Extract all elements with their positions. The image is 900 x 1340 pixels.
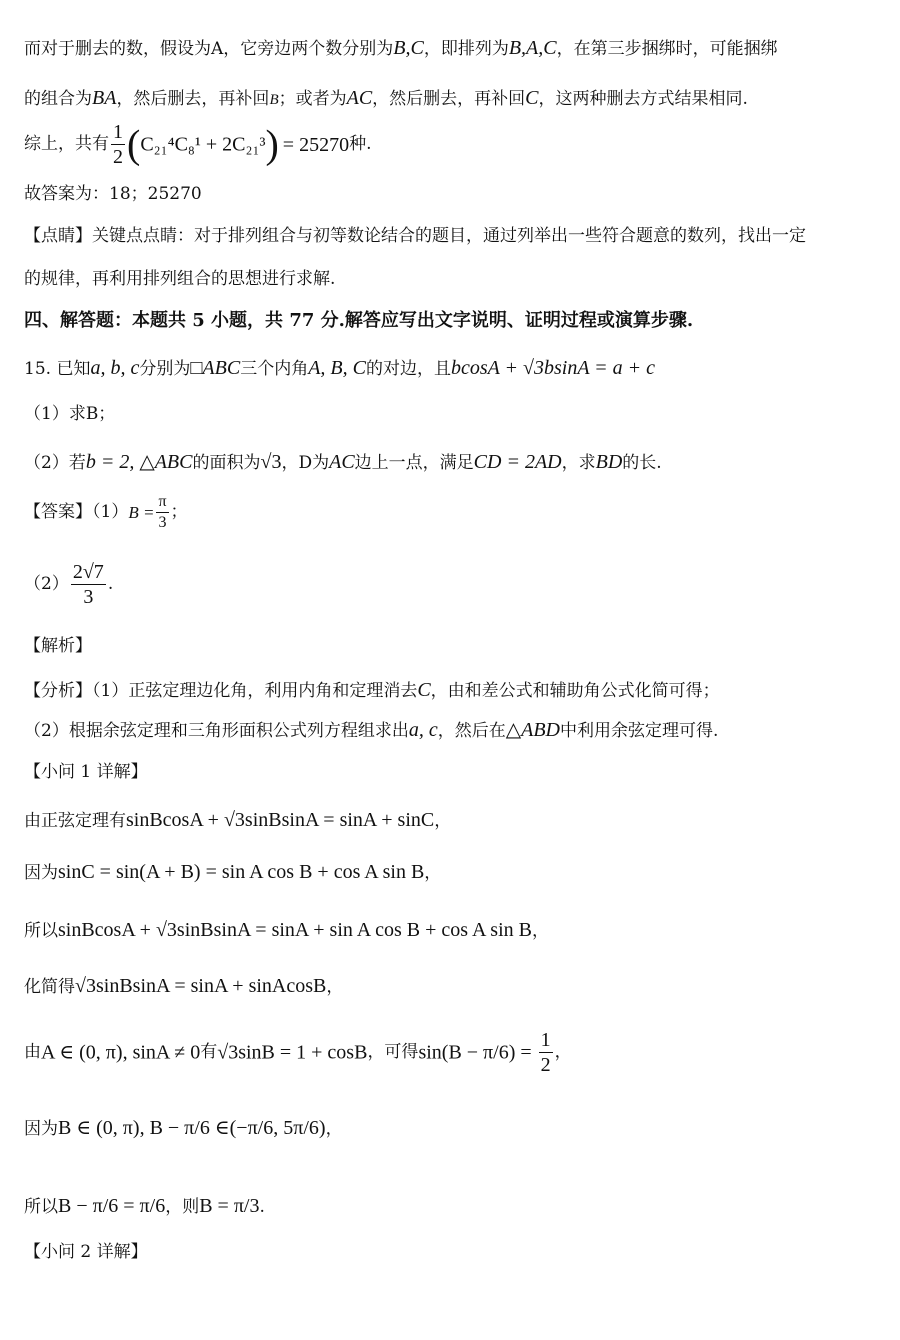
- text: 由正弦定理有: [24, 811, 126, 831]
- text: ，: [325, 1119, 343, 1139]
- math-condition: B ∈ (0, π), B − π/6 ∈: [58, 1117, 230, 1139]
- answer-label: （2）: [24, 574, 69, 594]
- numerator: 1: [540, 1029, 551, 1051]
- section-title: 四、解答题：本题共 5 小题，共 77 分.解答应写出文字说明、证明过程或演算步骤.: [24, 310, 694, 331]
- math-ac: AC: [346, 87, 373, 109]
- text: 因为: [24, 1119, 58, 1139]
- math-condition: A ∈ (0, π), sinA ≠ 0: [41, 1041, 201, 1064]
- math-angles: A, B, C: [308, 357, 366, 379]
- text: 分别为: [139, 359, 191, 379]
- text: （2）根据余弦定理和三角形面积公式列方程组求出: [24, 721, 409, 741]
- subsection-1-heading: 【小问 1 详解】: [24, 762, 148, 782]
- text: 有: [200, 1042, 218, 1062]
- text: 的长.: [622, 453, 662, 473]
- analysis-1: [24, 680, 720, 700]
- math-result: = 25270: [282, 133, 350, 156]
- text: （2）若: [24, 453, 86, 473]
- math-bc: B,C: [393, 37, 424, 59]
- text: ，则: [165, 1197, 200, 1217]
- paren-left: (: [127, 121, 141, 167]
- text: ，可得: [367, 1042, 419, 1062]
- math-ba: BA: [92, 87, 117, 109]
- math-equation: bcosA + √3bsinA = a + c: [450, 357, 656, 379]
- paren-right: ): [265, 121, 279, 167]
- question-15-part-1: （1）求B；: [24, 404, 116, 424]
- answer-part-2: [24, 562, 113, 607]
- denominator: 2: [113, 146, 123, 168]
- solution-step-6: [24, 1118, 343, 1138]
- text: 的面积为: [192, 453, 261, 473]
- text: 三个内角: [240, 359, 309, 379]
- text: 所以: [24, 1197, 58, 1217]
- math-condition: b = 2, △ABC: [85, 451, 193, 473]
- math-equation: sinBcosA + √3sinBsinA = sinA + sinC: [126, 809, 435, 831]
- text: ，: [434, 811, 452, 831]
- solution-step-2: [24, 862, 441, 882]
- answer-line: 故答案为：18；25270: [24, 184, 202, 204]
- text: ，: [554, 1042, 572, 1062]
- text: 的对边，且: [365, 359, 451, 379]
- math-triangle: △ABD: [505, 719, 560, 741]
- solution-step-3: [24, 920, 549, 940]
- solution-step-4: [24, 976, 343, 996]
- denominator: 3: [158, 514, 167, 531]
- text: ，由和差公式和辅助角公式化简可得；: [430, 681, 720, 701]
- math-area: √3: [260, 451, 282, 473]
- math-lhs: B =: [128, 503, 155, 522]
- math-equation: sinBcosA + √3sinBsinA = sinA + sin A cos B + cos A sin B: [58, 919, 532, 941]
- fraction: [71, 562, 106, 607]
- question-15-part-2: [24, 452, 662, 472]
- text: ，求: [561, 453, 596, 473]
- text: 所以: [24, 921, 58, 941]
- text: 的组合为: [24, 89, 92, 109]
- math-cd: CD = 2AD: [473, 451, 562, 473]
- text: ，在第三步捆绑时，可能捆绑: [556, 39, 778, 59]
- math-ac: AC: [329, 451, 355, 473]
- math-lhs: sin(B − π/6): [418, 1041, 516, 1064]
- key-point-line-1: 【点睛】关键点点睛：对于排列组合与初等数论结合的题目，通过列举出一些符合题意的数列，找出一定: [24, 226, 806, 246]
- answer-part-1: [24, 494, 188, 531]
- key-point-line-2: 的规律，再利用排列组合的思想进行求解.: [24, 269, 336, 289]
- text: .: [107, 574, 114, 594]
- text-line-3: [24, 122, 371, 167]
- math-interval: (−π/6, 5π/6): [229, 1117, 326, 1139]
- analysis-2: [24, 720, 718, 740]
- math-result: B = π/3: [199, 1195, 260, 1217]
- math-abc: a, b, c: [90, 357, 140, 379]
- text: 综上，共有: [24, 134, 109, 154]
- text: ，然后在: [437, 721, 506, 741]
- answer-label: 【答案】（1）: [24, 502, 129, 522]
- text: 【分析】（1）正弦定理边化角，利用内角和定理消去: [24, 681, 418, 701]
- numerator: π: [156, 494, 168, 513]
- text: ，即排列为: [423, 39, 509, 59]
- math-bac: B,A,C: [508, 37, 557, 59]
- numerator: 1: [113, 121, 123, 143]
- text: ，: [531, 921, 549, 941]
- fraction: [539, 1030, 553, 1075]
- solution-step-7: [24, 1196, 265, 1216]
- denominator: 3: [83, 586, 94, 608]
- text: ，然后删去，再补回: [372, 89, 526, 109]
- math-equation: sinC = sin(A + B) = sin A cos B + cos A sin B: [58, 861, 425, 883]
- math-equation: √3sinB = 1 + cosB: [217, 1041, 368, 1064]
- text: 种.: [349, 134, 372, 154]
- text: .: [259, 1197, 265, 1217]
- math-c: C: [417, 679, 431, 701]
- text: ，: [424, 863, 442, 883]
- text-line-2: [24, 88, 748, 108]
- math-ac: a, c: [408, 719, 438, 741]
- text: 15. 已知: [24, 359, 91, 379]
- numerator: 2√7: [72, 561, 104, 583]
- subsection-2-heading: 【小问 2 详解】: [24, 1242, 148, 1262]
- text-line-1: [24, 38, 778, 58]
- math-equation: √3sinBsinA = sinA + sinAcosB: [75, 975, 327, 997]
- text: 中利用余弦定理可得.: [559, 721, 719, 741]
- math-combination: C₂₁⁴C₈¹ + 2C₂₁³: [140, 133, 266, 156]
- text: ，这两种删去方式结果相同.: [538, 89, 748, 109]
- text: 因为: [24, 863, 58, 883]
- text: ，D为: [281, 453, 330, 473]
- math-b: B: [269, 92, 279, 108]
- text: 化简得: [24, 977, 75, 997]
- solution-step-1: [24, 810, 451, 830]
- math-bd: BD: [595, 451, 623, 473]
- math-triangle: □ABC: [190, 357, 241, 379]
- text: 而对于删去的数，假设为A，它旁边两个数分别为: [24, 39, 394, 59]
- text: ；或者为: [278, 89, 347, 109]
- math-c: C: [525, 87, 539, 109]
- math-equation: B − π/6 = π/6: [58, 1195, 166, 1217]
- denominator: 2: [540, 1054, 551, 1076]
- text: ，然后删去，再补回: [116, 89, 270, 109]
- text: ，: [326, 977, 344, 997]
- solution-step-5: 由A ∈ (0, π), sinA ≠ 0有√3sinB = 1 + cosB，可得sin(B − π/6) = $\frac{1}{2}$ ，: [24, 1029, 572, 1076]
- fraction: [156, 494, 168, 531]
- analysis-heading: 【解析】: [24, 636, 92, 656]
- text: 边上一点，满足: [354, 453, 474, 473]
- text: 由: [24, 1042, 41, 1062]
- question-15: [24, 358, 655, 378]
- text: ；: [170, 502, 188, 522]
- fraction: [111, 122, 125, 167]
